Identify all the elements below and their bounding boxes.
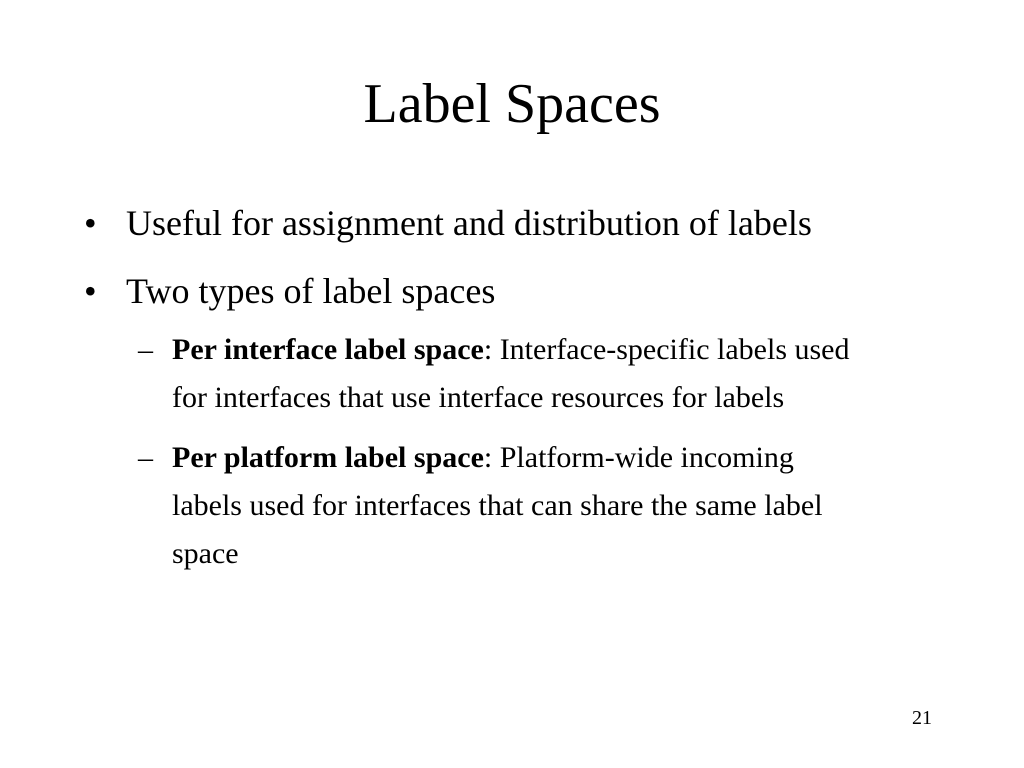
subbullet-description: Platform-wide incoming labels used for interfaces that can share the same label space — [172, 441, 823, 570]
subbullet-description: Interface-specific labels used for interfaces that use interface resources for labels — [172, 333, 850, 414]
page-number: 21 — [912, 707, 932, 729]
subbullet-marker: – — [138, 333, 153, 366]
subbullet-item — [126, 434, 862, 578]
subbullet-term: Per interface label space — [172, 333, 484, 366]
subbullet-list — [126, 326, 904, 578]
bullet-text: Two types of label spaces — [126, 271, 496, 311]
bullet-item — [84, 264, 904, 578]
subbullet-separator: : — [483, 441, 493, 474]
bullet-marker: • — [84, 271, 97, 311]
bullet-item — [84, 196, 904, 250]
subbullet-item — [126, 326, 862, 422]
bullet-list — [84, 196, 904, 592]
subbullet-term: Per platform label space — [172, 441, 484, 474]
slide-title: Label Spaces — [363, 73, 661, 135]
subbullet-separator: : — [483, 333, 493, 366]
subbullet-marker: – — [138, 441, 153, 474]
bullet-text: Useful for assignment and distribution of labels — [126, 203, 812, 243]
bullet-marker: • — [84, 203, 97, 243]
